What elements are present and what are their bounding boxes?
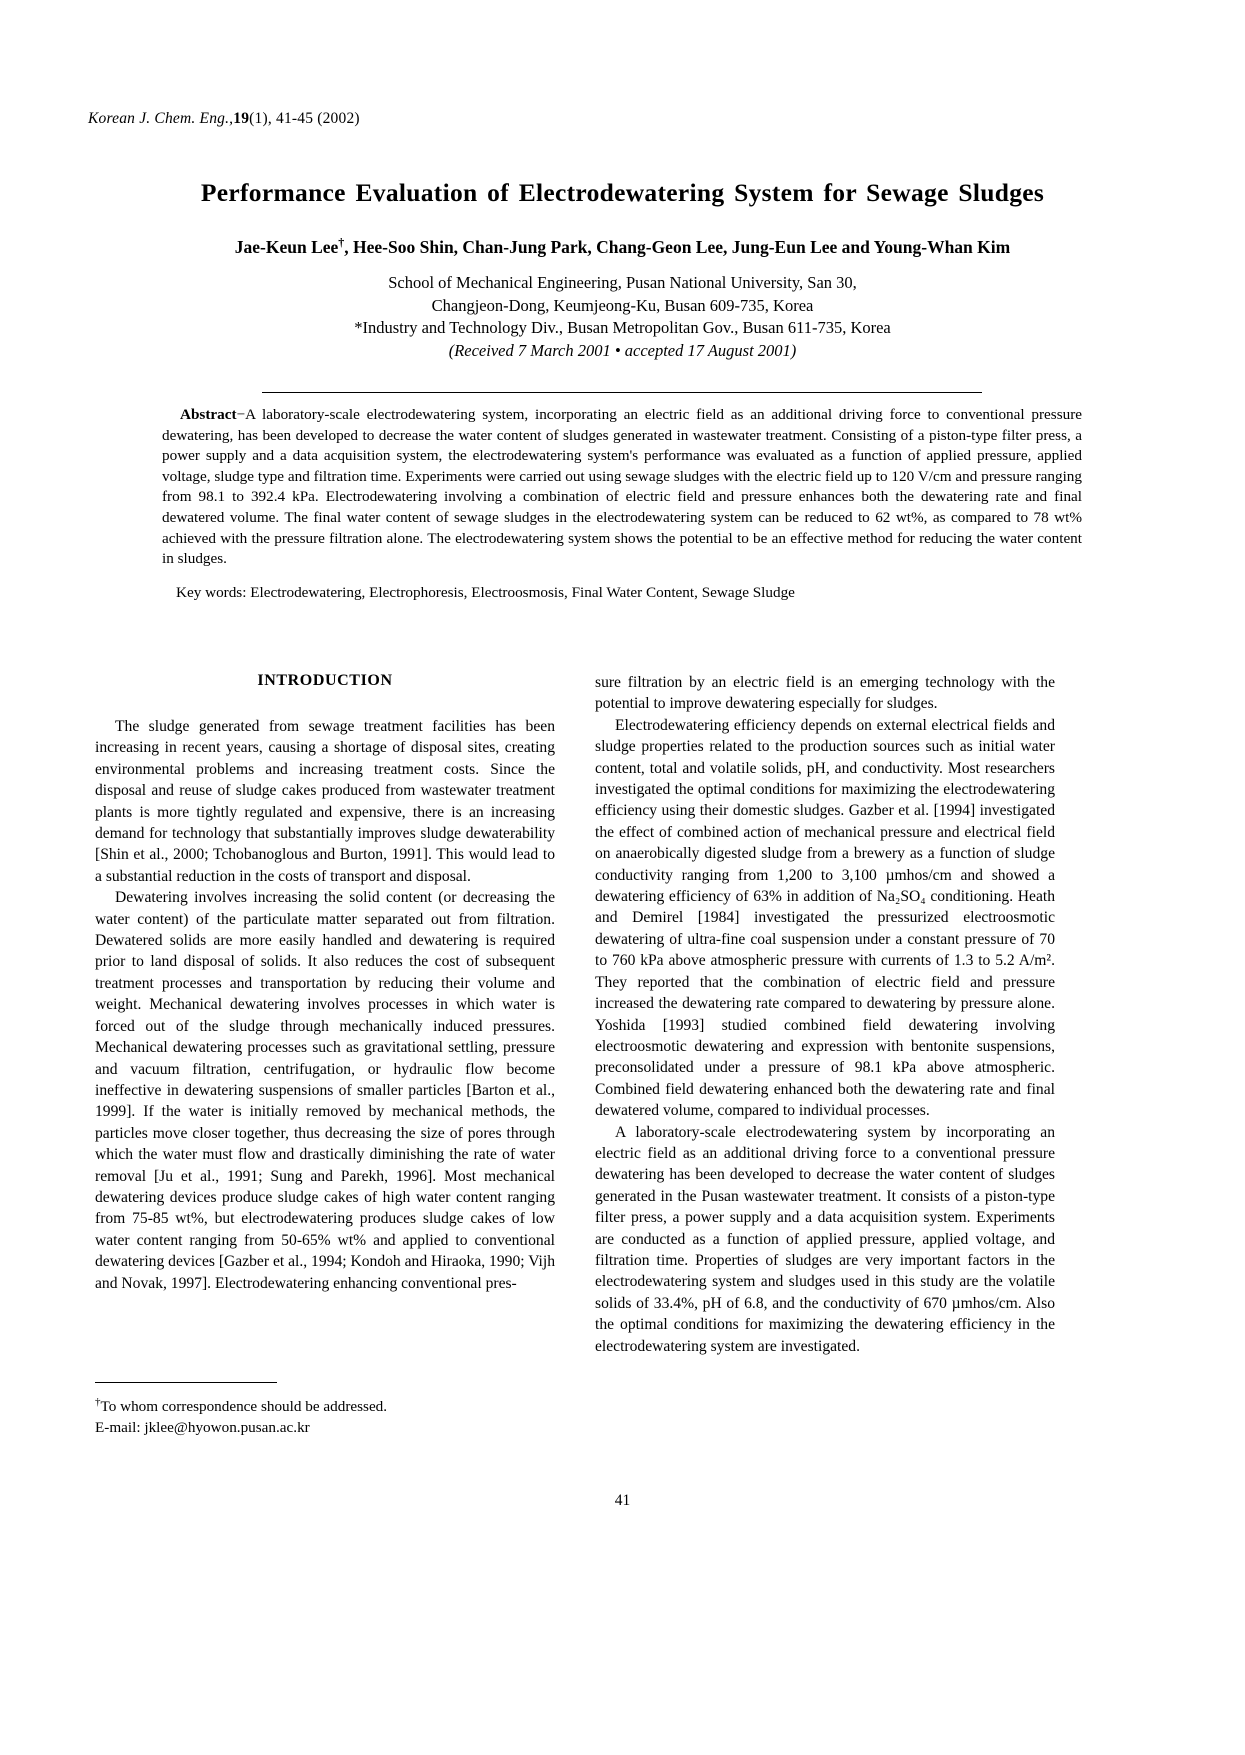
affiliation-line-1: School of Mechanical Engineering, Pusan National University, San 30, [388,273,857,292]
keywords-line: Key words: Electrodewatering, Electrophoresis, Electroosmosis, Final Water Content, Sewage Sludge [176,583,795,601]
right-column [595,672,1055,1357]
section-heading-introduction: INTRODUCTION [257,672,393,689]
footnote-text [95,1392,555,1438]
author-list [0,235,1245,258]
body-columns [95,672,1150,1452]
journal-reference [88,110,360,128]
abstract-block [162,392,1082,603]
footnote-marker: † [95,1396,101,1408]
abstract-body: A laboratory-scale electrodewatering system, incorporating an electric field as an additional driving force to conventional pressure dewatering, has been developed to decrease the water content of sludges generated in wastewater treatment. Consisting of a piston-type filter press, a power supply and a data acquisition system, the electrodewatering system's performance was evaluated as a function of applied pressure, applied voltage, sludge type and filtration time. Experiments were carried out using sewage sludges with the electric field up to 120 V/cm and pressure ranging from 98.1 to 392.4 kPa. Electrodewatering involving a combination of electric field and pressure enhances both the dewatering rate and final dewatered volume. The final water content of sewage sludges in the electrodewatering system can be reduced to 62 wt%, as compared to 78 wt% achieved with the pressure filtration alone. The electrodewatering system shows the potential to be an effective method for reducing the water content in sludges. [162,406,1082,568]
paragraph: The sludge generated from sewage treatment facilities has been increasing in recent years, causing a shortage of disposal sites, creating environmental problems and increasing treatment costs. Since the disposal and reuse of sludge cakes produced from wastewater treatment plants is more tightly regulated and expensive, there is an increasing demand for technology that substantially improves sludge dewaterability [Shin et al., 2000; Tchobanoglous and Burton, 1991]. This would lead to a substantial reduction in the costs of transport and disposal. [95,718,555,885]
journal-issue-pages-year: (1), 41-45 (2002) [249,110,360,127]
affiliation-line-2: Changjeon-Dong, Keumjeong-Ku, Busan 609-735, Korea [431,295,814,315]
journal-volume: 19 [233,110,250,127]
page-number: 41 [614,1492,631,1509]
paragraph: Electrodewatering efficiency depends on external electrical fields and sludge properties related to the production sources such as initial water content, total and volatile solids, pH, and conductivity. Most researchers investigated the optimal conditions for maximizing the electrodewatering efficiency using their domestic sludges. Gazber et al. [1994] investigated the effect of combined action of mechanical pressure and electrical field on anaerobically digested sludge from a brewery as a function of sludge conductivity ranging from 1,200 to 3,100 µmhos/cm and showed a dewatering efficiency of 63% in addition of Na₂SO₄ conditioning. Heath and Demirel [1984] investigated the pressurized electroosmotic dewatering of ultra-fine coal suspension under a constant pressure of 70 to 760 kPa above atmospheric pressure with currents of 1.3 to 5.2 A/m². They reported that the combination of electric field and pressure increased the dewatering rate compared to dewatering by pressure alone. Yoshida [1993] studied combined field dewatering involving electroosmotic dewatering and expression with bentonite suspensions, preconsolidated under a pressure of 98.1 kPa above atmospheric. Combined field dewatering enhanced both the dewatering rate and final dewatered volume, compared to individual processes. [595,716,1055,1120]
author-corresponding-marker: † [338,235,345,249]
paragraph: sure filtration by an electric field is an emerging technology with the potential to improve dewatering especially for sludges. [595,674,1055,713]
paragraph: Dewatering involves increasing the solid content (or decreasing the water content) of the particulate matter separated out from filtration. Dewatered solids are more easily handled and dewatering is required prior to land disposal of solids. It also reduces the cost of subsequent treatment processes and transportation by reducing their volume and weight. Mechanical dewatering involves processes in which water is forced out of the sludge through mechanically induced pressures. Mechanical dewatering processes such as gravitational settling, pressure and vacuum filtration, centrifugation, or hydraulic flow become ineffective in dewatering suspensions of smaller particles [Barton et al., 1999]. If the water is initially removed by mechanical methods, the particles move closer together, thus decreasing the size of pores through which the water must flow and drastically diminishing the rate of water removal [Ju et al., 1991; Sung and Parekh, 1996]. Most mechanical dewatering devices produce sludge cakes of high water content ranging from 75-85 wt%, but electrodewatering produces sludge cakes of low water content ranging from 50-65% wt% and applied to conventional dewatering devices [Gazber et al., 1994; Kondoh and Hiraoka, 1990; Vijh and Novak, 1997]. Electrodewatering enhancing conventional pres- [95,889,555,1292]
left-column [95,672,555,1294]
affiliation-block [0,272,1245,362]
footnote-divider [95,1382,277,1383]
affiliation-line-3: *Industry and Technology Div., Busan Metropolitan Gov., Busan 611-735, Korea [354,318,891,337]
abstract-text [162,405,1082,570]
received-accepted-line: (Received 7 March 2001 • accepted 17 August 2001) [448,340,797,360]
abstract-dash: − [236,406,246,423]
footnote-correspondence [95,1392,555,1417]
journal-name: Korean J. Chem. Eng., [88,110,234,127]
footnote-line-1: To whom correspondence should be addressed. [100,1398,388,1416]
author-names: Jae-Keun Lee†, Hee-Soo Shin, Chan-Jung Park, Chang-Geon Lee, Jung-Eun Lee and Young-Whan Kim [234,235,1011,257]
abstract-label: Abstract [180,406,237,423]
page-title: Performance Evaluation of Electrodewatering System for Sewage Sludges [200,178,1045,207]
paragraph: A laboratory-scale electrodewatering system by incorporating an electric field as an additional driving force to a conventional pressure dewatering has been developed to decrease the water content of sludges generated in the Pusan wastewater treatment. It consists of a piston-type filter press, a power supply and a data acquisition system. Experiments are conducted as a function of applied pressure, applied voltage, and filtration time. Properties of sludges are very important factors in the electrodewatering system and sludges used in this study are the volatile solids of 33.4%, pH of 6.8, and the conductivity of 670 µmhos/cm. Also the optimal conditions for maximizing the dewatering efficiency in the electrodewatering system are investigated. [595,1123,1055,1355]
footnote-block [95,1382,555,1438]
abstract-divider [262,392,982,393]
footnote-email: E-mail: jklee@hyowon.pusan.ac.kr [95,1419,310,1437]
